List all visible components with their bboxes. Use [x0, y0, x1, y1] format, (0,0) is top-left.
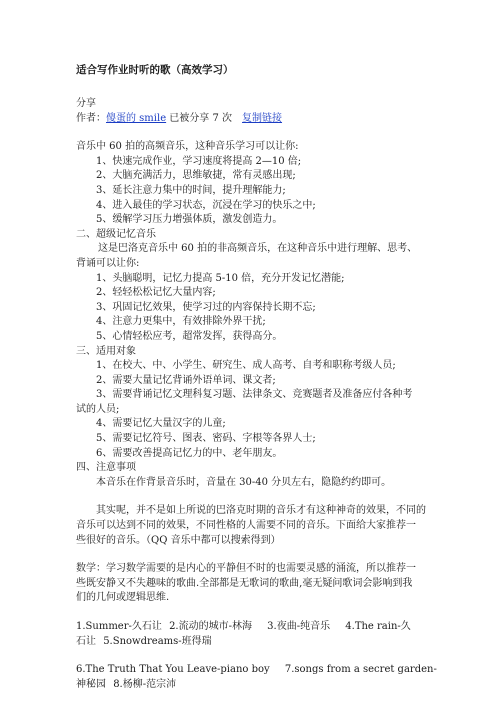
list-item: 4、需要记忆大量汉字的儿童; — [96, 418, 226, 430]
article-title: 适合写作业时听的歌（高效学习） — [76, 64, 234, 76]
list-item: 5、心情轻松应考，超常发挥，获得高分。 — [96, 330, 283, 342]
author-prefix: 作者： — [76, 112, 106, 124]
song-line — [76, 620, 474, 635]
body-paragraph: 数学：学习数学需要的是内心的平静但不时的也需要灵感的涌流，所以推荐一 — [76, 563, 416, 575]
author-link[interactable]: 傻蛋的 smile — [106, 112, 167, 124]
body-paragraph: 其实呢，并不是如上所说的巴洛克时期的音乐才有这种神奇的效果，不同的 — [96, 505, 426, 517]
section-heading: 三、适用对象 — [76, 345, 136, 357]
song-list-1 — [76, 620, 474, 649]
song-list-2 — [76, 663, 474, 692]
section-paragraph: 这是巴洛克音乐中 60 拍的非高频音乐，在这种音乐中进行理解、思考、 — [98, 243, 418, 255]
list-item: 1、快速完成作业，学习速度将提高 2—10 倍; — [96, 155, 302, 167]
body-paragraph: 们的几何或逻辑思维. — [76, 592, 170, 604]
body-paragraph: 些很好的音乐。（QQ 音乐中都可以搜索得到） — [76, 534, 281, 546]
copy-link-button[interactable]: 复制链接 — [242, 112, 283, 124]
list-item: 2、大脑充满活力，思维敏捷，常有灵感出现; — [96, 170, 296, 182]
list-item: 3、延长注意力集中的时间，提升理解能力; — [96, 184, 286, 196]
song-item: 2.流动的城市-林海 — [169, 621, 252, 632]
author-line — [76, 112, 474, 127]
list-item: 5、缓解学习压力增强体质，激发创造力。 — [96, 214, 283, 226]
song-item: 神秘园 — [76, 678, 106, 690]
song-item: 8.杨柳-范宗沛 — [113, 678, 177, 690]
song-item: 6.The Truth That You Leave-piano boy — [76, 664, 270, 676]
song-line — [76, 635, 474, 650]
section-heading: 二、超级记忆音乐 — [76, 228, 156, 240]
song-item: 7.songs from a secret garden- — [284, 664, 437, 676]
intro-text: 音乐中 60 拍的高频音乐，这种音乐学习可以让你: — [76, 141, 299, 153]
body-paragraph: 音乐可以达到不同的效果，不同性格的人需要不同的音乐。下面给大家推荐一 — [76, 520, 416, 532]
song-item: 3.夜曲-纯音乐 — [267, 621, 331, 632]
song-item: 4.The rain-久 — [345, 621, 411, 632]
song-item: 5.Snowdreams-班得瑞 — [103, 635, 212, 647]
list-item: 2、轻轻松松记忆大量内容; — [96, 287, 216, 299]
list-item: 3、巩固记忆效果，使学习过的内容保持长期不忘; — [96, 301, 316, 313]
song-line — [76, 663, 474, 678]
list-item: 2、需要大量记忆背诵外语单词、课文者; — [96, 374, 276, 386]
body-paragraph: 些既安静又不失趣味的歌曲.全部都是无歌词的歌曲,毫无疑问歌词会影响到我 — [76, 577, 413, 589]
song-line — [76, 678, 474, 693]
list-item: 4、注意力更集中，有效排除外界干扰; — [96, 316, 266, 328]
song-item: 石让 — [76, 635, 96, 647]
list-item-continuation: 试的人员; — [76, 403, 120, 415]
list-item: 6、需要改善提高记忆力的中、老年朋友。 — [96, 447, 283, 459]
section-paragraph: 本音乐在作背景音乐时，音量在 30-40 分贝左右，隐隐约约即可。 — [96, 476, 392, 488]
section-paragraph: 背诵可以让你: — [76, 257, 140, 269]
list-item: 3、需要背诵记忆文理科复习题、法律条文、竞赛题者及准备应付各种考 — [96, 389, 413, 401]
section-heading: 四、注意事项 — [76, 462, 136, 474]
category-label: 分享 — [76, 98, 96, 109]
list-item: 4、进入最佳的学习状态，沉浸在学习的快乐之中; — [96, 199, 316, 211]
list-item: 5、需要记忆符号、图表、密码、字根等各界人士; — [96, 433, 316, 445]
song-item: 1.Summer-久石让 — [76, 621, 162, 632]
list-item: 1、在校大、中、小学生、研究生、成人高考、自考和职称考级人员; — [96, 360, 396, 372]
list-item: 1、头脑聪明，记忆力提高 5-10 倍，充分开发记忆潜能; — [96, 272, 345, 284]
share-count: 已被分享 7 次 — [169, 112, 233, 124]
